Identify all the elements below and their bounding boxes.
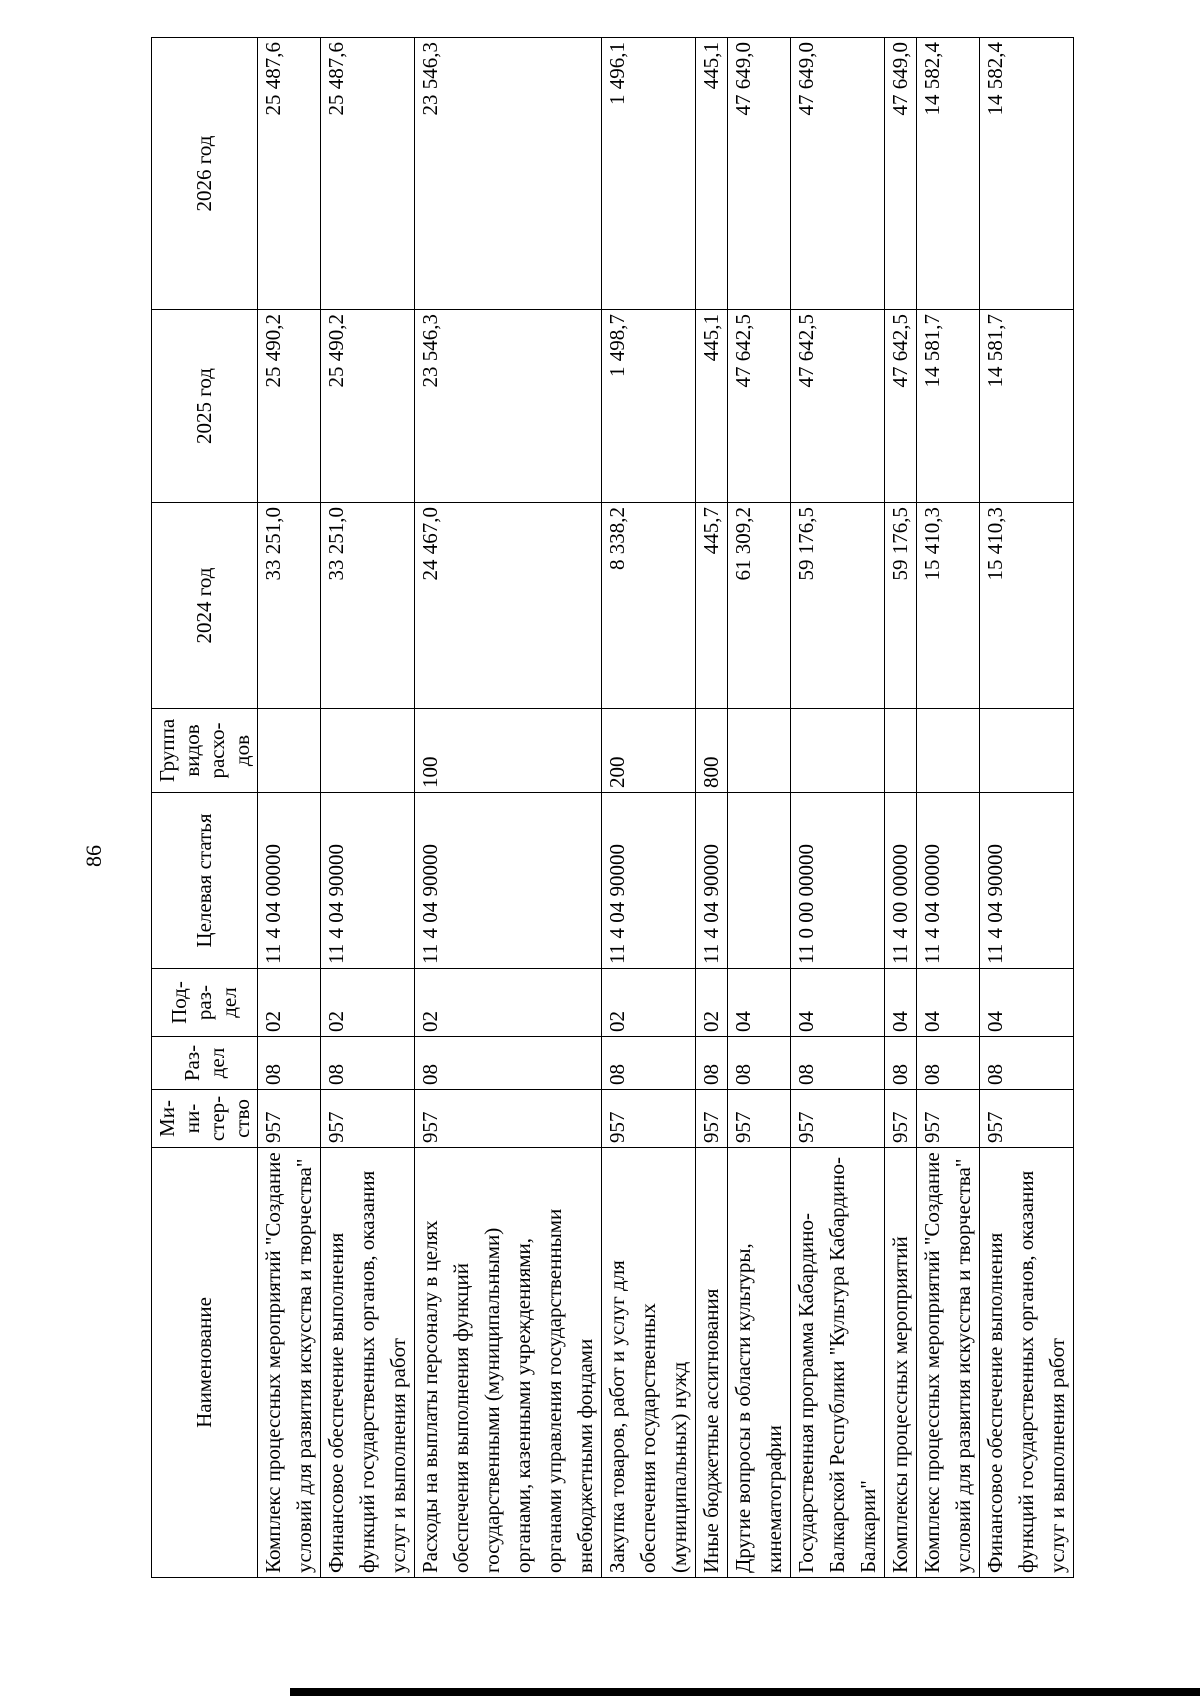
page-number: 86 [81,845,106,867]
cell-group [980,709,1074,793]
cell-2025: 47 642,5 [791,310,885,503]
table-row [602,38,696,1578]
cell-group [917,709,980,793]
cell-group [258,709,321,793]
cell-2025: 25 490,2 [258,310,321,503]
cell-group [321,709,415,793]
cell-2024: 445,7 [696,503,728,709]
header-2024: 2024 год [152,503,258,709]
cell-name: Иные бюджетные ассигнования [696,1148,728,1578]
cell-2026: 47 649,0 [791,38,885,310]
header-name: Наименование [152,1148,258,1578]
cell-ministry: 957 [885,1090,917,1148]
table-row [696,38,728,1578]
cell-2026: 47 649,0 [885,38,917,310]
cell-2024: 59 176,5 [885,503,917,709]
table-row [885,38,917,1578]
cell-name: Комплекс процессных мероприятий "Создание условий для развития искусства и творчества" [258,1148,321,1578]
table-row [980,38,1074,1578]
cell-section: 08 [791,1037,885,1090]
cell-subsection: 02 [696,969,728,1037]
cell-2024: 15 410,3 [917,503,980,709]
cell-group [791,709,885,793]
cell-target: 11 0 00 00000 [791,793,885,969]
cell-target: 11 4 00 00000 [885,793,917,969]
table-row [917,38,980,1578]
cell-ministry: 957 [728,1090,791,1148]
cell-2025: 47 642,5 [728,310,791,503]
cell-subsection: 02 [602,969,696,1037]
cell-name: Комплекс процессных мероприятий "Создание условий для развития искусства и творчества" [917,1148,980,1578]
cell-section: 08 [917,1037,980,1090]
cell-2026: 25 487,6 [258,38,321,310]
cell-2025: 14 581,7 [917,310,980,503]
cell-subsection: 04 [980,969,1074,1037]
scan-edge-line [290,1688,1200,1696]
cell-2026: 14 582,4 [980,38,1074,310]
cell-subsection: 04 [791,969,885,1037]
cell-2026: 47 649,0 [728,38,791,310]
cell-name: Комплексы процессных мероприятий [885,1148,917,1578]
cell-target [728,793,791,969]
cell-name: Расходы на выплаты персоналу в целях обеспечения выполнения функций государственными (муниципальными) органами, казенными учреждениями, органами управления государственными внебюджетными фондами [415,1148,602,1578]
cell-section: 08 [258,1037,321,1090]
cell-subsection: 02 [321,969,415,1037]
header-2025: 2025 год [152,310,258,503]
cell-target: 11 4 04 90000 [696,793,728,969]
cell-2025: 14 581,7 [980,310,1074,503]
cell-subsection: 02 [258,969,321,1037]
table-row [791,38,885,1578]
cell-2025: 47 642,5 [885,310,917,503]
cell-2026: 25 487,6 [321,38,415,310]
cell-target: 11 4 04 90000 [321,793,415,969]
cell-ministry: 957 [602,1090,696,1148]
cell-subsection: 04 [728,969,791,1037]
cell-subsection: 02 [415,969,602,1037]
budget-table [151,37,1074,1578]
table-header-row [152,38,258,1578]
cell-ministry: 957 [696,1090,728,1148]
table-row [258,38,321,1578]
cell-name: Финансовое обеспечение выполнения функций государственных органов, оказания услуг и выполнения работ [321,1148,415,1578]
cell-ministry: 957 [980,1090,1074,1148]
cell-section: 08 [321,1037,415,1090]
cell-group [885,709,917,793]
cell-target: 11 4 04 00000 [258,793,321,969]
cell-group: 800 [696,709,728,793]
cell-ministry: 957 [321,1090,415,1148]
cell-subsection: 04 [917,969,980,1037]
header-group: Группа видов расхо- дов [152,709,258,793]
cell-2024: 33 251,0 [321,503,415,709]
rotated-table-container [151,38,1161,1578]
cell-group: 100 [415,709,602,793]
cell-section: 08 [885,1037,917,1090]
cell-section: 08 [415,1037,602,1090]
cell-2026: 14 582,4 [917,38,980,310]
cell-ministry: 957 [791,1090,885,1148]
cell-ministry: 957 [917,1090,980,1148]
table-row [321,38,415,1578]
cell-2024: 15 410,3 [980,503,1074,709]
header-ministry: Ми- ни- стер- ство [152,1090,258,1148]
cell-target: 11 4 04 90000 [415,793,602,969]
cell-2024: 61 309,2 [728,503,791,709]
cell-section: 08 [980,1037,1074,1090]
table-row [415,38,602,1578]
cell-2025: 1 498,7 [602,310,696,503]
header-target: Целевая статья [152,793,258,969]
cell-name: Государственная программа Кабардино-Балкарской Республики "Культура Кабардино-Балкарии" [791,1148,885,1578]
cell-group: 200 [602,709,696,793]
cell-section: 08 [696,1037,728,1090]
cell-2026: 445,1 [696,38,728,310]
cell-section: 08 [728,1037,791,1090]
cell-2024: 24 467,0 [415,503,602,709]
header-subsection: Под- раз- дел [152,969,258,1037]
cell-name: Закупка товаров, работ и услуг для обеспечения государственных (муниципальных) нужд [602,1148,696,1578]
cell-name: Другие вопросы в области культуры, кинематографии [728,1148,791,1578]
header-2026: 2026 год [152,38,258,310]
cell-2025: 25 490,2 [321,310,415,503]
cell-2026: 23 546,3 [415,38,602,310]
table-row [728,38,791,1578]
cell-2024: 33 251,0 [258,503,321,709]
cell-subsection: 04 [885,969,917,1037]
cell-ministry: 957 [258,1090,321,1148]
cell-name: Финансовое обеспечение выполнения функций государственных органов, оказания услуг и выполнения работ [980,1148,1074,1578]
cell-target: 11 4 04 90000 [980,793,1074,969]
cell-2025: 445,1 [696,310,728,503]
cell-2024: 59 176,5 [791,503,885,709]
cell-2024: 8 338,2 [602,503,696,709]
cell-section: 08 [602,1037,696,1090]
cell-2025: 23 546,3 [415,310,602,503]
cell-group [728,709,791,793]
header-section: Раз- дел [152,1037,258,1090]
cell-target: 11 4 04 00000 [917,793,980,969]
cell-target: 11 4 04 90000 [602,793,696,969]
cell-ministry: 957 [415,1090,602,1148]
cell-2026: 1 496,1 [602,38,696,310]
